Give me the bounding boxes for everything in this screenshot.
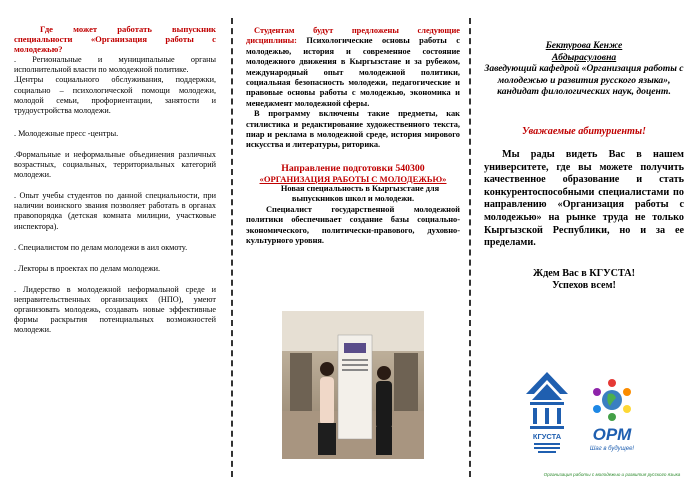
wait-line2: Успехов всем! [552, 280, 616, 292]
column-program [246, 26, 460, 495]
orm-logo-text: ОРМ [592, 425, 632, 444]
logos-area [484, 370, 684, 495]
career-item: . Лекторы в проектах по делам молодежи. [14, 263, 161, 273]
careers-title: Где может работать выпускник специальности «Организация работы с молодежью? [14, 24, 216, 55]
column-careers [14, 24, 216, 495]
fold-divider-left [231, 18, 233, 477]
head-name-line1: Бектурова Кенже [545, 40, 623, 51]
career-item: . Лидерство в молодежной неформальной среде и неправительственных организациях (НПО), умеют организовать молодежь, создавать новые эффективные формы раскрытия потенциальных возможностей молодежи. [14, 284, 216, 335]
orm-logo [584, 376, 640, 472]
wait-text [484, 268, 684, 293]
students-photo [282, 311, 424, 459]
column-head [484, 40, 684, 495]
head-name-line2: Абдырасуловна [551, 51, 617, 63]
disciplines-intro: Студентам будут предложены следующие дисциплины: [246, 26, 460, 46]
career-item: .Центры социального обслуживания, поддержки, социально – психологической помощи молодежи, молодой семьи, профориентации, занятости и трудоустройства молодежи. [14, 75, 216, 115]
welcome-text: Мы рады видеть Вас в нашем университете, где вы можете получить качественное образование и стать конкурентоспособными специалистами по направлению «Организация работы с молодежью» на рынке труда не только Кыргызской Республики, но и за ее пределами. [484, 148, 684, 249]
kgusta-logo-text: КГУСТА [532, 432, 562, 441]
career-item: . Региональные и муниципальные органы исполнительной власти по молодежной политике. [14, 55, 216, 75]
wait-line1: Ждем Вас в КГУСТА! [533, 267, 635, 279]
specialist-text-bold: Специалист государственной молодежной политики обеспечивает создание базы социально-экономического, политически-правового, духовно-культурного уровня. [246, 204, 460, 245]
head-name [484, 40, 684, 63]
career-item: . Специалистом по делам молодежи в аил окмоту. [14, 242, 188, 252]
specialist-text [246, 205, 460, 247]
orm-logo-motto: Шаг в будущее! [589, 446, 635, 452]
program-text: В программу включены такие предметы, как стилистика и редактирование художественного текста, пиар и реклама в молодежной среде, история мирового искусства и литературы, риторика. [246, 109, 460, 150]
career-item: . Опыт учебы студентов по данной специальности, при наличии воинского звания позволяет работать в органах правопорядка (детская комната милиции, участковые инспектора). [14, 191, 216, 231]
disciplines-text: Психологические основы работы с молодежью, история и современное состояние молодежного движения в Кыргызстане и за рубежом, международный опыт молодежной политики, социальная безопасность молодежи, педагогические и правовые основы работы с молодежью, экономика и менеджмент молодежной сферы. [246, 36, 460, 108]
kgusta-logo [524, 370, 570, 460]
head-position: Заведующий кафедрой «Организация работы с молодежью и развития русского языка», кандидат филологических наук, доцент. [484, 63, 684, 98]
program-paragraph [246, 109, 460, 151]
disciplines-paragraph [246, 26, 460, 109]
direction-subtitle: «ОРГАНИЗАЦИЯ РАБОТЫ С МОЛОДЕЖЬЮ» [259, 173, 447, 184]
greeting: Уважаемые абитуриенты! [521, 125, 647, 137]
direction-title: Направление подготовки 540300 [281, 162, 425, 174]
career-item: .Формальные и неформальные объединения различных возрастных, социальных, территориальных категорий молодежи. [14, 149, 216, 180]
new-specialty-text: Новая специальность в Кыргызстане для выпускников школ и молодежи. [280, 183, 440, 204]
career-item: . Молодежные пресс -центры. [14, 128, 119, 138]
logo-caption: Организация работы с молодежью и развития русского языка [543, 472, 681, 477]
fold-divider-right [469, 18, 471, 477]
